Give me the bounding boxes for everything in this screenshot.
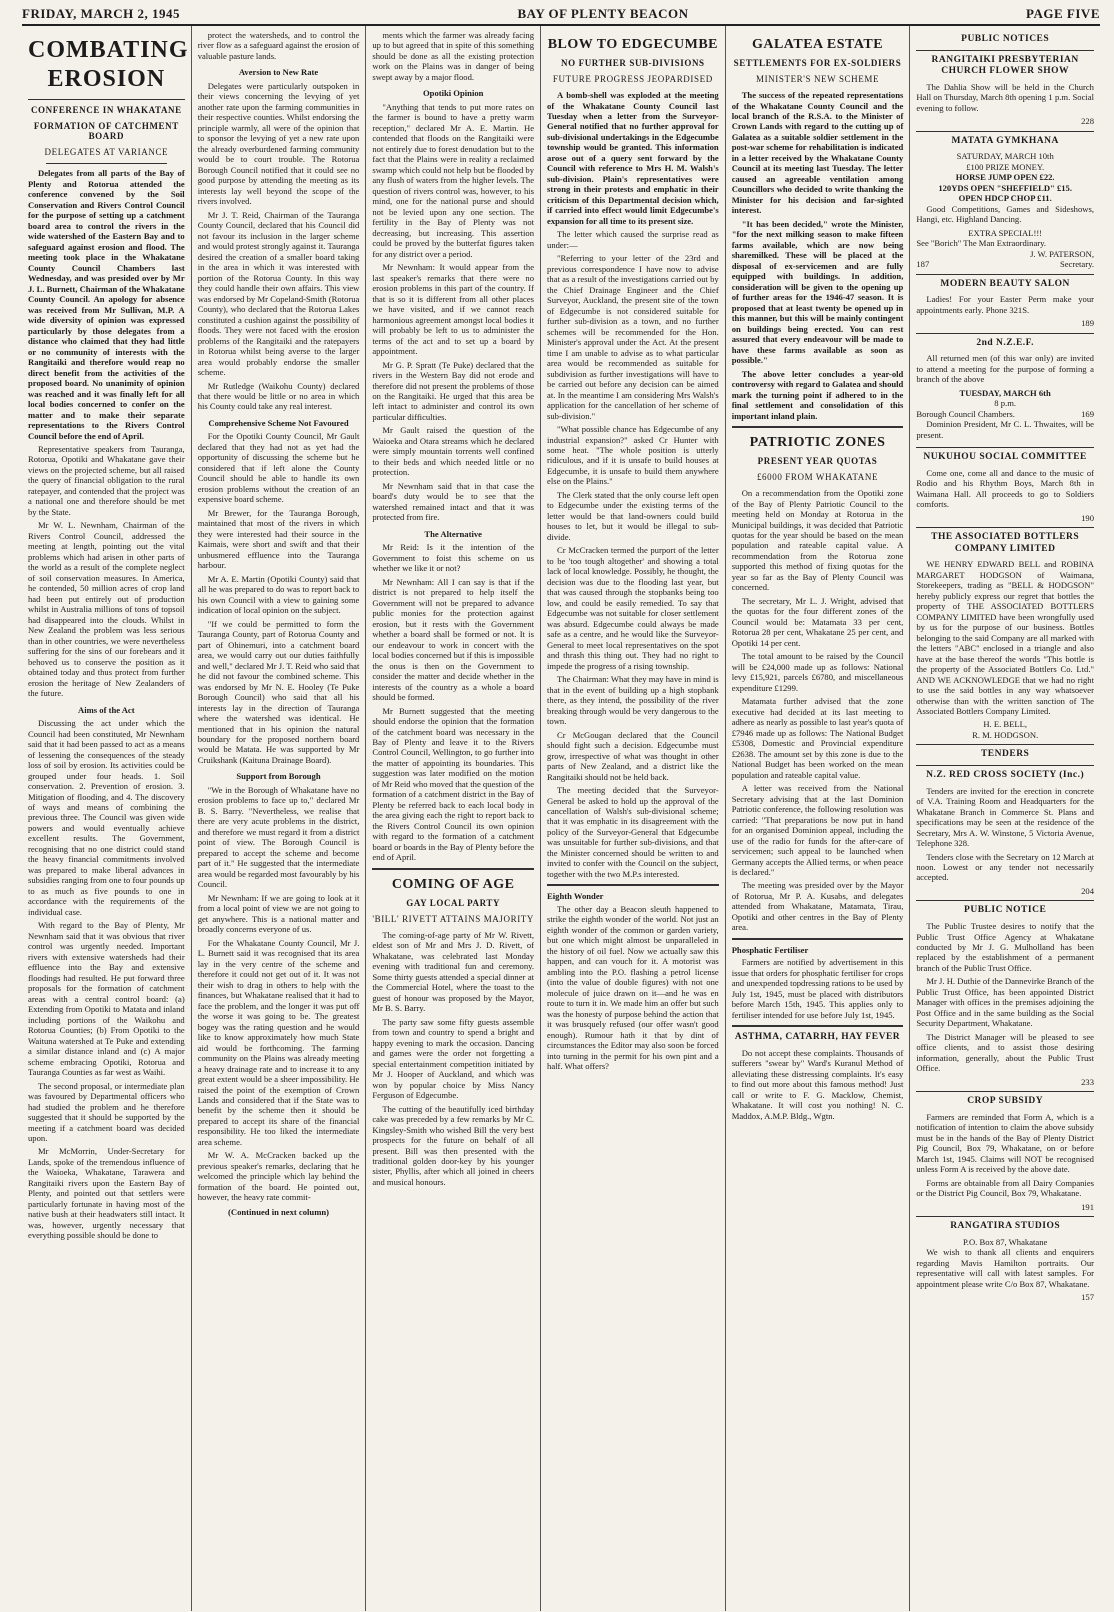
paragraph: Mr Newnham: It would appear from the last speaker's remarks that there were no erosion problems in this part of the country. If that is so it is different from all other places we have visited, and if we cannot reach harmonious agreement amongst local bodies it will probably be left to us to administer the terms of the act and to set up a board by appointment.: [372, 262, 535, 357]
paragraph: "Referring to your letter of the 23rd and previous correspondence I have now to advise that as a result of the investigations carried out by the Chief Drainage Engineer and the Chief Surveyor, Auckland, the present site of the town of Edgecumbe is not considered suitable for further sub-division as a town, and no further schemes will be recommended for the Hon. Minister's approval under the Act. At the present time I am unable to advise as to what particular area would be recommended as suitable for subdivision as further investigations will have to be carried out before any decision can be aimed at. In the meantime I am considering Mrs Walsh's application for the cancellation of her scheme of sub-division.": [547, 253, 719, 421]
paragraph: With regard to the Bay of Plenty, Mr Newnham said that it was obvious that river control was urgently needed. Important rivers with extensive watersheds had their effluence into the Bay and extensive floodings had resulted. He put forward three proposals for the formation of catchment areas with a central control board: (a) Extending from Opotiki to Matata and inland including portions of the Waikohu and Rotorua Counties; (b) From Opotiki to the Waituna watershed at Te Puke and extending a similar distance inland and (c) A major scheme embracing Opotiki, Rotorua and Tauranga Counties as far west as Waihi.: [28, 920, 185, 1078]
notice-public-trust: [916, 905, 1094, 1092]
divider: [46, 163, 167, 164]
subhead: FUTURE PROGRESS JEOPARDISED: [552, 74, 713, 85]
notice-line: 8 p.m.: [994, 398, 1017, 409]
paragraph: Cr McCracken termed the purport of the letter to be 'too tough altogether' and showing a total lack of local knowledge. Possibly, he thought, the decision was due to the flooding last year, but that was caused through the stopbanks being too low, and could be easily remedied. To say that Edgecumbe was not suitable for closer settlement was absurd. Edgecumbe could always be made safe as a centre, and he would like the Surveyor-General to meet local representatives on the spot and thrash this thing out. They had no right to impede the progress of a rising township.: [547, 545, 719, 671]
notice-footer: [916, 259, 1094, 269]
notice-bottlers: [916, 532, 1094, 745]
notice-number: 157: [1081, 1292, 1094, 1303]
notice-number: 191: [1081, 1201, 1094, 1212]
paragraph: Mr W. A. McCracken backed up the previous speaker's remarks, declaring that he welcomed the principle which lay behind the formation of the board. He pointed out, however, the heavy rate commit-: [197, 1150, 360, 1203]
notice-text: Tenders are invited for the erection in concrete of V.A. Training Room and Headquarters for the Whakatane Branch in Commerce St. Plans and specifications may be seen at the residence of the Secretary, Mrs A. W. Winstone, 5 Victoria Avenue, Telephone 328.: [916, 785, 1094, 849]
subhead: SETTLEMENTS FOR EX-SOLDIERS: [733, 58, 902, 69]
headline-galatea: GALATEA ESTATE: [751, 37, 884, 52]
subhead: NO FURTHER SUB-DIVISIONS: [561, 58, 705, 69]
paragraph: Mr Newnham said that in that case the board's duty would be to see that the watershed remained intact and that it was protected from fire.: [372, 480, 535, 523]
notice-signature: R. M. HODGSON.: [972, 729, 1039, 740]
notice-text: The District Manager will be pleased to see office clients, and to assist those desiring information, generally, about the Public Trust Office.: [916, 1031, 1094, 1074]
notice-nukuhou: [916, 452, 1094, 528]
notice-heading: RANGITAIKI PRESBYTERIAN CHURCH FLOWER SHOW: [931, 54, 1079, 77]
section-heading: Opotiki Opinion: [422, 88, 484, 99]
paragraph: protect the watersheds, and to control the river flow as a safeguard against the erosion of valuable pasture lands.: [197, 30, 360, 61]
paragraph: For the Opotiki County Council, Mr Gault declared that they had not as yet had the opportunity of discussing the scheme but he considered that if left alone the County Council should be able to handle its own erosion problems without the creation of an expensive board scheme.: [197, 431, 360, 505]
notice-line: £100 PRIZE MONEY.: [966, 161, 1045, 172]
paragraph: Mr Brewer, for the Tauranga Borough, maintained that most of the rivers in which they were interested had their source in the Kaimais, were short and swift and that their unbusmered effluence into the Tauranga harbour.: [197, 507, 360, 571]
paragraph: The letter which caused the surprise read as under:—: [547, 229, 719, 250]
paragraph: For the Whakatane County Council, Mr J. L. Burnett said it was recognised that its area lay in the very centre of the scheme and therefore it could not get out of it. It was not their wish to drag in others to help with the finances, but Whakatane realised that it had to face the problem, and the longer it was put off the worse it was going to be. The greatest bogey was the rating question and he would like to know approximately how much State aid would be forthcoming. The farming community on the Plains was already meeting a heavy drainage rate and to increase it to any great extent would be a sheer impossibility. He raised the point of the exemption of Crown Lands and considered that if the State was to benefit by the scheme then it should be prepared to accept its share of the financial responsibility. He too liked the intermediate area scheme.: [197, 937, 360, 1147]
paragraph: "What possible chance has Edgecumbe of any industrial expansion?" asked Cr Hunter with some heat. "The whole position is utterly ridiculous, and if it is unsafe to build houses at Edgecumbe, it is unsafe to build them anywhere else on the Plains.": [547, 424, 719, 487]
paragraph: Discussing the act under which the Council had been constituted, Mr Newnham said that it had been passed to act as a means of lessening the consequences of the steady loss of soil by erosion. Its activities could be grouped under four heads. 1. Soil conservation. 2. Prevention of erosion. 3. Mitigation of flooding, and 4. The discovery of ways and means of combining the previous three. The Council was given wide powers and would eventually achieve excellent results. The Government, recognising that no one district could stand the heavy financial commitments involved was prepared to make liberal advances in subsidies ranging from one to four pounds up to as much as five pounds to one in accordance with the requirements of the individual case.: [28, 718, 185, 917]
notice-heading: 2nd N.Z.E.F.: [976, 337, 1034, 348]
paragraph: The Clerk stated that the only course left open to Edgecumbe under the existing terms of the letter would be that land-owners could build houses to let, but it would be illegal to sub-divide.: [547, 489, 719, 542]
notice-beauty-salon: [916, 279, 1094, 334]
notice-text: WE HENRY EDWARD BELL and ROBINA MARGARET HODGSON of Waimana, Storekeepers, trading as "BELL & HODGSON" hereby publicly express our regret that bottles the property of THE ASSOCIATED BOTTLERS COMPANY LIMITED have been wrongfully used by us for the purpose of our business. Bottles belonging to the said Company are all marked with the letters "ABC" enclosed in a triangle and also have at the base thereof the words "This bottle is the property of the Associated Bottlers Co. Ltd." AND WE ACKNOWLEDGE that we had no right to use the said bottles in any way whatsoever otherwise than with the written sanction of The Associated Bottlers Company Limited.: [916, 559, 1094, 716]
paragraph: Mr J. T. Reid, Chairman of the Tauranga County Council, declared that his Council did not favour its inclusion in the larger scheme and would protest strongly against it. Tauranga desired the creation of a smaller board taking in the area in which it was interested with portion of the Rotorua County. In this way they could handle their own affairs. This view was endorsed by Mr Copeland-Smith (Rotorua County), who declared that the Rotorua Lakes constituted a cushion against the possibility of floods. They were not faced with the erosion problems of the Rangitaiki and the ratepayers in Rotorua whilst being averse to the larger area would probably endorse the smaller scheme.: [197, 209, 360, 378]
paragraph: Mr Gault raised the question of the Waioeka and Otara streams which he declared were simply mountain torrents well confined to their beds and which needed little or no protection.: [372, 425, 535, 478]
paragraph: Mr Newnham: If we are going to look at it from a local point of view we are not going to get anywhere. This is a national matter and broadly concerns everyone of us.: [197, 892, 360, 935]
public-notices-heading: PUBLIC NOTICES: [916, 34, 1094, 51]
paragraph: The total amount to be raised by the Council will be £24,000 made up as follows: National levy £15,921, parcels £6780, and miscellaneous expenditure £1299.: [731, 651, 904, 693]
notice-flower-show: [916, 55, 1094, 132]
lead-paragraph: Delegates from all parts of the Bay of Plenty and Rotorua attended the conference convened by the Soil Conservation and Rivers Control Council for the purpose of setting up a catchment board area to control the rivers in the wide watershed of the Eastern Bay and to safeguard against erosion and flood. The meeting took place in the Whakatane County Council Chambers last Wednesday, and was presided over by Mr J. L. Burnett, Chairman of the Whakatane County Council. An apology for absence was received from Mr Sullivan, M.P. A wide diversity of opinion was expressed particularly by those delegates from a distance who claimed that they had little or no community of interests with the Rangitaiki and therefore would reap no direct benefit from the activities of the proposed board. No unanimity of opinion was reached and it was finally left for all local bodies concerned to confer on the matter and to make their separate representations to the Rivers Control Council before the end of April.: [28, 168, 185, 441]
notice-number: 187: [916, 259, 930, 270]
paragraph: The coming-of-age party of Mr W. Rivett, eldest son of Mr and Mrs J. D. Rivett, of Whakatane, was celebrated last Monday evening with traditional fun and ceremony. Some thirty guests attended a special dinner at the Commercial Hotel, where the toast to the guest of honour was proposed by the Mayor, Mr B. S. Barry.: [372, 929, 535, 1014]
subhead: CONFERENCE IN WHAKATANE: [30, 104, 182, 115]
advert-heading: ASTHMA, CATARRH, HAY FEVER: [734, 1032, 901, 1043]
paragraph: Mr Reid: Is it the intention of the Government to foist this scheme on us whether we like it or not?: [372, 542, 535, 574]
notice-line: EXTRA SPECIAL!!!: [968, 227, 1043, 238]
notice-signature: J. W. PATERSON,: [1030, 248, 1094, 259]
paragraph: "It has been decided," wrote the Minister, "for the next milking season to make fifteen farms available, which are now being sharemilked. These will be placed at the disposal of ex-servicemen and are fully equipped with buildings. In addition, consideration will be given to the opening up of further areas for the 1946-47 season. It is proposed that at least twenty be opened up in this manner, but this will be mainly contingent on buildings being erected. You can rest assured that every endeavour will be made to have these farms available as soon as possible.": [731, 218, 904, 366]
paragraph: The other day a Beacon sleuth happened to strike the eighth wonder of the world. Not just an eighth wonder of the common or garden variety, but one which might almost be unparalleled in the history of oil fuel. Now we actually saw this happen, and can vouch for it. A motorist was ambling into the P.O. flashing a petrol license (into the value of double figures) with not one molecule of juice drawn on it—and he was en route to turn it in. We made him an offer but such was the honesty of purpose behind the action that it was brusquely refused (our offer wasn't good enough). Rumour hath it that by dint of circumstances the Editor may also soon be forced into turning in the permit for his own pint and a half. What offers?: [547, 903, 719, 1072]
notice-text: Farmers are reminded that Form A, which is a notification of intention to claim the above subsidy must be in the hands of the Bay of Plenty District Pig Council, Box 79, Whakatane, on or before March 1st, 1945. Claims will NOT be recognised unless Form A is received by the above date.: [916, 1111, 1094, 1175]
column-5: [726, 26, 911, 1611]
notice-number: 233: [1081, 1076, 1094, 1087]
paragraph: The secretary, Mr L. J. Wright, advised that the quotas for the four different zones of the Council would be: Matamata 33 per cent, Rotorua 28 per cent, Whakatane 25 per cent, and Opotiki 14 per cent.: [731, 595, 904, 648]
paragraph: Mr A. E. Martin (Opotiki County) said that all he was prepared to do was to report back to his own Council with a view to gaining some indication of local opinion on the subject.: [197, 573, 360, 616]
paragraph: Do not accept these complaints. Thousands of sufferers "swear by" Ward's Kuranul Method of alleviating these distressing complaints. It's easy to find out more about this famous method! Just call or write to F. G. Macklow, Chemist, Whakatane. It will cost you nothing! N. C. Maddox, A.M.P. Bldg., Wgtn.: [731, 1047, 904, 1121]
notice-heading: N.Z. RED CROSS SOCIETY (Inc.): [926, 770, 1085, 781]
notice-nzef: [916, 338, 1094, 448]
paragraph: Mr W. L. Newnham, Chairman of the Rivers Control Council, addressed the meeting at length, pointing out the vital problems which had arisen in other parts of the world as a result of the complete neglect of soil conservation measures. In America, he contended, 50 million acres of crop land had been put entirely out of production whilst in Australia millions of tons of topsoil had disappeared into the clouds. Whilst in New Zealand the problem was less serious than in other countries, we were nevertheless suffering for the sins of our forebears and it behoved us to conserve the position as it obtained today and thus protect from further erosion the heritage of New Zealanders of the future.: [28, 520, 185, 699]
headline-patriotic: PATRIOTIC ZONES: [749, 435, 886, 451]
notice-text: We wish to thank all clients and enquirers regarding Mavis Hamilton portraits. Our representative will call with latest samples. For appointment please write C/o Box 87, Whakatane.: [916, 1247, 1094, 1289]
paragraph: ments which the farmer was already facing up to but agreed that in spite of this something should be done as all the existing protection work on the Plains was in danger of being swept away by a major flood.: [372, 30, 535, 82]
subhead: FORMATION OF CATCHMENT BOARD: [33, 120, 179, 142]
columns: [22, 26, 1100, 1611]
notice-heading: THE ASSOCIATED BOTTLERS COMPANY LIMITED: [931, 532, 1080, 554]
notice-number: 190: [1081, 512, 1094, 523]
page-number: PAGE FIVE: [1026, 6, 1100, 21]
notice-red-cross: [916, 770, 1094, 901]
notice-heading: PUBLIC NOTICE: [964, 905, 1047, 916]
notice-text: Ladies! For your Easter Perm make your appointments early. Phone 321S.: [916, 294, 1094, 315]
notice-line: HORSE JUMP OPEN £22.: [955, 172, 1055, 183]
paragraph: "Anything that tends to put more rates on the farmer is bound to have a pretty warm reception," declared Mr A. E. Martin. He contended that floods on the Rangitaiki were not entirely due to forest denudation but to the fact that the Plains were in reality a reclaimed swamp which could not help but be flooded by any flush of waters from the higher levels. The question of rivers control was, however, to his mind, one for the national purse and should not be levied upon any one section. The fertility in the Bay of Plenty was not decreasing, but increasing. This assertion could be proved by the butterfat figures taken for any district over a period.: [372, 101, 535, 259]
issue-date: FRIDAY, MARCH 2, 1945: [22, 6, 180, 21]
notice-text: The Public Trustee desires to notify that the Public Trust Office Agency at Whakatane conducted by Mr J. G. Mulholland has been replaced by the establishment of a permanent branch of the Public Trust Office.: [916, 921, 1094, 973]
paragraph: The meeting decided that the Surveyor-General be asked to hold up the approval of the cancellation of Walsh's sub-divisional scheme; that it was emphatic in its disagreement with the policy of the Surveyor-General that Edgecumbe was unsuitable for further sub-divisions, and that the Minister concerned should be written to and invited to confer with the Council on the subject, together with the two M.P.s interested.: [547, 785, 719, 879]
notice-text: Come one, come all and dance to the music of Rodio and his Rhythm Boys, March 8th in Waimana Hall. All proceeds to go to Soldiers comforts.: [916, 467, 1094, 510]
notice-heading: MODERN BEAUTY SALON: [940, 278, 1070, 289]
paragraph: "If we could be permitted to form the Tauranga County, part of Rotorua County and part of Ohinemuri, into a catchment board area, we would carry out our duties faithfully and well," declared Mr J. T. Reid who said that he did not favour the combined scheme. This was endorsed by Mr N. E. Hooley (Te Puke Borough Council) who said that all his interests lay in the direction of Tauranga where the watershed was identical. He mentioned that in his opinion the natural boundary for the proposed northern board would be Matata. He was supported by Mr Cruikshank (Kaituna Drainage Board).: [197, 618, 360, 765]
paragraph: Matamata further advised that the zone executive had decided at its last meeting to adhere as nearly as possible to last year's quota of £7946 made up as follows: The National Budget £5308, Domestic and Provincial expenditure £2638. The amount set by this zone is due to the National Budget has been worked on the mean population and rateable capital value.: [731, 696, 904, 780]
notice-line: TUESDAY, MARCH 6th: [959, 387, 1051, 398]
paragraph: The above letter concludes a year-old controversy with regard to Galatea and should mark the turning point if adhered to in the final settlement and consolidation of this important inland plain.: [731, 368, 904, 421]
column-4: [541, 26, 726, 1611]
paper-title: BAY OF PLENTY BEACON: [517, 6, 689, 21]
notice-line: SATURDAY, MARCH 10th: [956, 151, 1054, 162]
column-1: [22, 26, 192, 1611]
notice-text: Good Competitions, Games and Sideshows, Hangi, etc. Highland Dancing.: [916, 203, 1094, 225]
paragraph: A letter was received from the National Secretary advising that at the last Dominion Patriotic conference, the following resolution was carried: "That preparations be now put in hand for an organised Dominion appeal, including the use of the radio for funds for the after-care of servicemen; such appeal to be launched when Germany accepts the Allied terms, or when peace is declared.": [731, 783, 904, 877]
notice-footer: [916, 409, 1094, 419]
notice-text: The Dahlia Show will be held in the Church Hall on Thursday, March 8th opening 1 p.m. Social evening to follow.: [916, 81, 1094, 113]
divider: [732, 426, 904, 428]
notice-line: 120YDS OPEN "SHEFFIELD" £15.: [938, 182, 1073, 193]
section-heading: The Alternative: [424, 528, 482, 539]
subhead: MINISTER'S NEW SCHEME: [755, 74, 880, 85]
tenders-heading: TENDERS: [916, 749, 1094, 766]
headline-coming-of-age: COMING OF AGE: [391, 876, 515, 892]
notice-heading: CROP SUBSIDY: [967, 1096, 1044, 1107]
divider: [547, 884, 719, 886]
paragraph: "We in the Borough of Whakatane have no erosion problems to face up to," declared Mr B. S. Barry. "Nevertheless, we realise that there are very acute problems in the district, and therefore we must regard it from a district point of view. The Borough Council is prepared to accept the scheme and become part of it." He suggested that the intermediate area would be regarded most favourably by his Council.: [197, 784, 360, 890]
section-heading: Phosphatic Fertiliser: [731, 944, 809, 955]
paragraph: On a recommendation from the Opotiki zone of the Bay of Plenty Patriotic Council to the meeting held on Monday at Rotorua in the Municipal buildings, it was decided that Patriotic quotas for the year should be based on the mean population and rateable capital value. A recommendation from the Rotorua zone supported this method of fixing quotas for the year so far as the Bay of Plenty Council was concerned.: [731, 488, 904, 593]
section-heading: Support from Borough: [236, 771, 321, 782]
paragraph: The Chairman: What they may have in mind is that in the event of building up a high stopbank there, as they intend, the possibility of the river breaking through would be very dangerous to the town.: [547, 674, 719, 727]
paragraph: Mr Rutledge (Waikohu County) declared that there would be little or no area in which his County could take any real interest.: [197, 380, 360, 412]
paragraph: Delegates were particularly outspoken in their views concerning the levying of yet another rate upon the farming communities in their respective counties. Whilst endorsing the principle warmly, all were of the opinion that to sponsor the levying of yet a new rate upon the already overburdened farming community would be to court trouble. The Rotorua Borough Council notified that it could see no good purpose by attending the meeting as its interests lay well beyond the scope of the rivers involved.: [197, 80, 360, 207]
paragraph: Representative speakers from Tauranga, Rotorua, Opotiki and Whakatane gave their views on the projected scheme, but all raised the query of financial obligation to the rural ratepayer, and contended that the project was a national one and therefore should be met by the State.: [28, 444, 185, 517]
divider: [372, 868, 534, 870]
notice-number: 189: [1081, 318, 1094, 329]
notice-text: Dominion President, Mr C. L. Thwaites, will be present.: [916, 419, 1094, 440]
notice-crop-subsidy: [916, 1096, 1094, 1217]
notice-rangatira-studios: [916, 1221, 1094, 1302]
headline-edgecumbe: BLOW TO EDGECUMBE: [547, 37, 719, 52]
paragraph: Mr G. P. Spratt (Te Puke) declared that the rivers in the Western Bay did not erode and therefore did not present the problems of those on the Rangitaiki. He urged that this area be left intact to administer and control its own particular difficulties.: [372, 359, 535, 422]
paragraph: Mr McMorrin, Under-Secretary for Lands, spoke of the tremendous influence of the Waioeka, Whakatane, Tarawera and Rangitaiki rivers upon the Eastern Bay of Plenty, and pointed out that settlers were particularly fortunate in having most of the native bush at their headwaters still intact. It was, however, urgently necessary that everything possible should be done to: [28, 1146, 185, 1241]
paragraph: The cutting of the beautifully iced birthday cake was preceded by a few remarks by Mr C. Kingsley-Smith who wished Bill the very best prospects for the future on behalf of all present. Bill was then presented with the traditional golden door-key by his younger sister, Phyllis, after which all joined in cheers and musical honours.: [372, 1103, 535, 1187]
paragraph: The party saw some fifty guests assemble from town and country to spend a bright and happy evening to mark the occasion. Dancing and games were the order not forgetting a special entertainment competition initiated by Mr J. Hooper of Auckland, and which was won by popular choice by Miss Nancy Ferguson of Edgecumbe.: [372, 1016, 535, 1101]
subhead: PRESENT YEAR QUOTAS: [757, 456, 878, 467]
notice-line: See "Borich" The Man Extraordinary.: [916, 238, 1047, 249]
notice-line: OPEN HDCP CHOP £11.: [958, 193, 1052, 204]
notice-gymkhana: [916, 136, 1094, 275]
notice-role: Secretary.: [1059, 259, 1094, 270]
notice-heading: NUKUHOU SOCIAL COMMITTEE: [923, 452, 1087, 463]
paragraph: The meeting was presided over by the Mayor of Rotorua, Mr P. A. Kusabs, and delegates attended from Whakatane, Matamata, Tirau, Opotiki and other centres in the Bay of Plenty area.: [731, 880, 904, 933]
headline-erosion: COMBATING EROSION: [28, 36, 185, 100]
paragraph: Mr Newnham: All I can say is that if the district is not prepared to help itself the Government will not be prepared to advance public monies for the protection against erosion, but it rests with the Government whether a board shall be formed or not. It is our endeavour to work in concert with the local bodies concerned but if this is impossible the onus is then on the Government to consider the matter and decide whether in the interests of the country as a whole a board should be formed.: [372, 576, 535, 703]
column-3: [366, 26, 541, 1611]
section-heading: Eighth Wonder: [547, 891, 604, 902]
notice-number: 169: [1081, 408, 1094, 419]
continued-note: (Continued in next column): [228, 1206, 330, 1217]
divider: [732, 1025, 904, 1027]
paragraph: Cr McGougan declared that the Council should fight such a decision. Edgecumbe must grow, irrespective of what was thought in other parts of New Zealand, and a district like the Rangitaiki should not be held back.: [547, 729, 719, 782]
subhead: £6000 FROM WHAKATANE: [756, 472, 879, 483]
subhead: GAY LOCAL PARTY: [406, 897, 501, 908]
column-2: [192, 26, 367, 1611]
notice-heading: MATATA GYMKHANA: [951, 135, 1059, 146]
divider: [732, 938, 904, 940]
section-heading: Aversion to New Rate: [238, 67, 319, 78]
subhead: DELEGATES AT VARIANCE: [44, 147, 169, 158]
lead-paragraph: The success of the repeated representations of the Whakatane County Council and the local branch of the R.S.A. to the Minister of Crown Lands with regard to the cutting up of Galatea as a suitable soldier settlement in the post-war scheme for rehabilitation is indicated in a letter received by the Whakatane County Council at its meeting last Tuesday. The letter caused an agreeable ventilation among Councillors who decided to write thanking the Minister for his decision and far-sighted interest.: [731, 90, 904, 216]
notice-text: Mr J. H. Duthie of the Dannevirke Branch of the Public Trust Office, has been appointed District Manager with offices in the premises adjoining the Post Office and in the same building as the Social Security Department, Whakatane.: [916, 976, 1094, 1029]
notice-text: Forms are obtainable from all Dairy Companies or the District Pig Council, Box 79, Whakatane.: [916, 1177, 1094, 1199]
notice-number: 228: [1081, 116, 1094, 127]
notice-text: Tenders close with the Secretary on 12 March at noon. Lowest or any tender not necessarily accepted.: [916, 851, 1094, 883]
subhead: 'BILL' RIVETT ATTAINS MAJORITY: [372, 913, 534, 924]
notice-number: 204: [1081, 885, 1094, 896]
paragraph: Mr Burnett suggested that the meeting should endorse the opinion that the formation of the catchment board was necessary in the Bay of Plenty and leave it to the Rivers Control Council, Wellington, to go further into the matter of appointing its boundaries. This suggestion was later modified on the motion of Mr Reid who moved that the question of the formation of a catchment district in the Bay of Plenty be referred back to each local body in the area giving each the right to report back to the Rivers Control Council its own opinion with regard to the formation of a catchment board or boards in the Bay of Plenty before the end of April.: [372, 705, 535, 863]
section-heading: Comprehensive Scheme Not Favoured: [208, 417, 349, 428]
paragraph: Farmers are notified by advertisement in this issue that orders for phosphatic fertiliser for crops and unexpended topdressing rations to be used by July 1st, 1945, must be placed with distributors before March 15th, 1945. This applies only to fertiliser intended for use before July 1st, 1945.: [731, 957, 904, 1020]
notice-signature: H. E. BELL,: [983, 719, 1027, 730]
masthead: [22, 6, 1100, 26]
notice-line: P.O. Box 87, Whakatane: [962, 1236, 1048, 1247]
notice-line: Borough Council Chambers.: [916, 408, 1015, 419]
lead-paragraph: A bomb-shell was exploded at the meeting of the Whakatane County Council last Tuesday when a letter from the Surveyor-General notified that no further approval for sub-divisional undertakings in the Edgecumbe township would be granted. This information arose out of a query sent forward by the Council with reference to Mrs H. M. Walsh's sub-division. Plain's representatives were strong in their protests and emphatic in their criticism of this Departmental decision which, if carried into effect would limit Edgecumbe's expansion for all time to its present size.: [547, 90, 719, 226]
notice-text: All returned men (of this war only) are invited to attend a meeting for the purpose of forming a branch of the above: [916, 353, 1094, 385]
section-heading: Aims of the Act: [78, 704, 135, 715]
column-6: [910, 26, 1100, 1611]
notice-heading: RANGATIRA STUDIOS: [950, 1221, 1061, 1232]
paragraph: The second proposal, or intermediate plan was favoured by Departmental officers who had studied the problem and he therefore suggested that it should be supported by the meeting if a catchment board was decided upon.: [28, 1080, 185, 1143]
